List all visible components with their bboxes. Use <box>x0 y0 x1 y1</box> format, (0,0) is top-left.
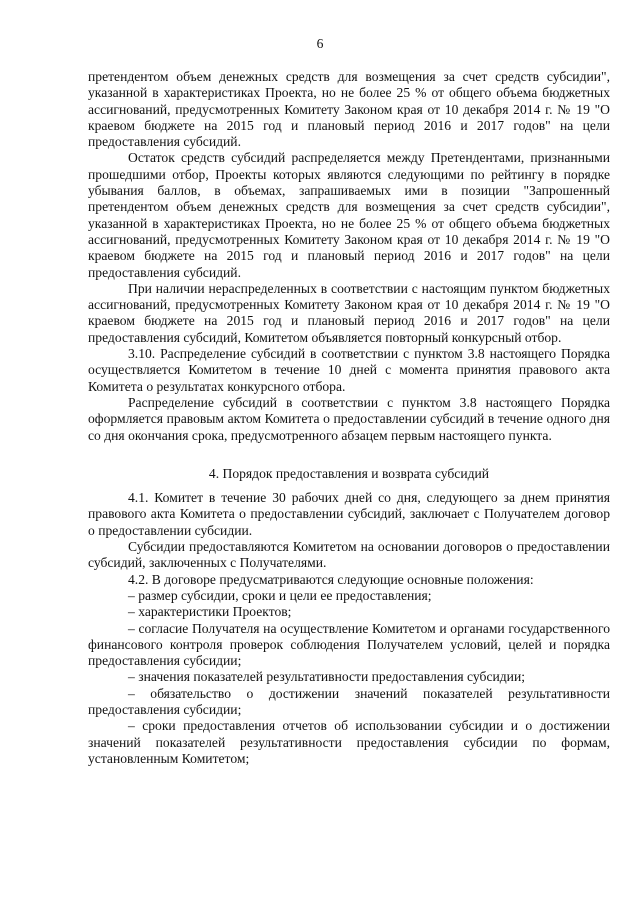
paragraph-remaining-funds: Остаток средств субсидий распределяется между Претендентами, признанными прошедшими отбор, Проекты которых являются следующими по рейтингу в порядке убывания баллов, в объемах, запрашиваемых ими в позиции "Запрошенный претендентом объем денежных средств для возмещения за счет средств субсидии", указанной в характеристиках Проекта, но не более 25 % от общего объема бюджетных ассигнований, предусмотренных Комитету Законом края от 10 декабря 2014 г. № 19 "О краевом бюджете на 2015 год и плановый период 2016 и 2017 годов" на цели предоставления субсидий. <box>88 150 610 280</box>
list-item: – значения показателей результативности предоставления субсидии; <box>128 669 525 685</box>
paragraph-contracts: Субсидии предоставляются Комитетом на основании договоров о предоставлении субсидий, заключенных с Получателями. <box>88 539 610 571</box>
paragraph-4-1: 4.1. Комитет в течение 30 рабочих дней со дня, следующего за днем принятия правового акта Комитета о предоставлении субсидий, заключает с Получателем договор о предоставлении субсидии. <box>88 490 610 538</box>
list-item: – сроки предоставления отчетов об использовании субсидии и о достижении значений показателей результативности предоставления субсидии по формам, установленным Комитетом; <box>88 718 610 766</box>
section-heading-4: 4. Порядок предоставления и возврата субсидий <box>208 465 490 481</box>
paragraph-3-10: 3.10. Распределение субсидий в соответствии с пунктом 3.8 настоящего Порядка осуществляется Комитетом в течение 10 дней с момента принятия правового акта Комитета о результатах конкурсного отбора. <box>88 346 610 394</box>
paragraph-4-2: 4.2. В договоре предусматриваются следующие основные положения: <box>128 571 534 587</box>
page-number: 6 <box>316 36 324 51</box>
document-body <box>88 69 610 767</box>
list-item: – согласие Получателя на осуществление Комитетом и органами государственного финансового контроля проверок соблюдения Получателем условий, целей и порядка предоставления субсидии; <box>88 620 610 669</box>
paragraph-repeat-selection: При наличии нераспределенных в соответствии с настоящим пунктом бюджетных ассигнований, предусмотренных Комитету Законом края от 10 декабря 2014 г. № 19 "О краевом бюджете на 2015 год и плановый период 2016 и 2017 годов" на цели предоставления субсидий, Комитетом объявляется повторный конкурсный отбор. <box>88 280 610 345</box>
list-item: – обязательство о достижении значений показателей результативности предоставления субсидии; <box>88 685 610 717</box>
list-item: – размер субсидии, сроки и цели ее предоставления; <box>128 587 432 603</box>
paragraph-distribution-act: Распределение субсидий в соответствии с пунктом 3.8 настоящего Порядка оформляется правовым актом Комитета о предоставлении субсидий в течение одного дня со дня окончания срока, предусмотренного абзацем первым настоящего пункта. <box>88 394 610 443</box>
list-item: – характеристики Проектов; <box>128 604 292 620</box>
paragraph-continuation: претендентом объем денежных средств для возмещения за счет средств субсидии", указанной в характеристиках Проекта, но не более 25 % от общего объема бюджетных ассигнований, предусмотренных Комитету Законом края от 10 декабря 2014 г. № 19 "О краевом бюджете на 2015 год и плановый период 2016 и 2017 годов" на цели предоставления субсидий. <box>88 69 610 150</box>
